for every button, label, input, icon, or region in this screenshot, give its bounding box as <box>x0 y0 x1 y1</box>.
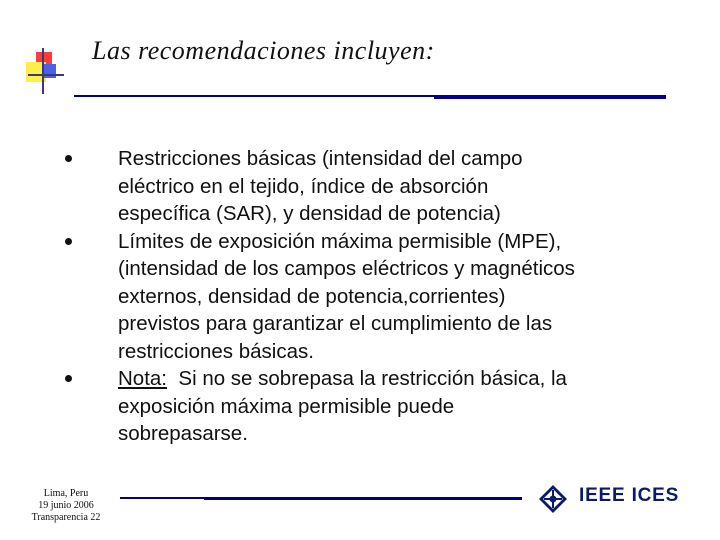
footer-date: 19 junio 2006 <box>38 500 94 511</box>
bullet-dot <box>65 155 72 162</box>
bullet-item-nota <box>118 365 688 448</box>
bullet-line: externos, densidad de potencia,corrientes) <box>118 284 506 308</box>
bullet-line: específica (SAR), y densidad de potencia) <box>118 202 501 225</box>
footer-slide-number: Transparencia 22 <box>31 512 101 523</box>
logo-horizontal-line <box>28 74 64 76</box>
bullet-dot <box>65 238 72 245</box>
footer-location: Lima, Peru <box>43 488 89 499</box>
bullet-line: exposición máxima permisible puede <box>118 394 455 418</box>
title-divider-accent <box>434 95 666 99</box>
bullet-line: Límites de exposición máxima permisible (MPE), <box>118 229 562 253</box>
bullet-line: restricciones básicas. <box>118 339 314 363</box>
note-text: Si no se sobrepasa la restricción básica, la <box>167 367 567 390</box>
bullet-item-limites <box>118 228 688 366</box>
bullet-dot <box>65 375 72 382</box>
slide-title: Las recomendaciones incluyen: <box>92 36 435 65</box>
bullet-item-restricciones <box>118 145 688 228</box>
bullet-line: sobrepasarse. <box>118 422 248 445</box>
brand-label: IEEE ICES <box>579 485 680 506</box>
bullet-line: eléctrico en el tejido, índice de absorción <box>118 174 489 198</box>
ieee-diamond-icon <box>538 484 568 514</box>
footer-info <box>22 488 110 524</box>
bullet-line: previstos para garantizar el cumplimiento de las <box>118 312 553 335</box>
logo-vertical-line <box>42 48 44 94</box>
footer-divider-accent <box>204 497 522 500</box>
note-label: Nota: <box>118 367 167 390</box>
bullet-line <box>118 365 688 393</box>
bullet-line: Restricciones básicas (intensidad del campo <box>118 147 523 170</box>
bullet-line: (intensidad de los campos eléctricos y magnéticos <box>118 257 575 280</box>
bullet-list <box>118 145 688 448</box>
